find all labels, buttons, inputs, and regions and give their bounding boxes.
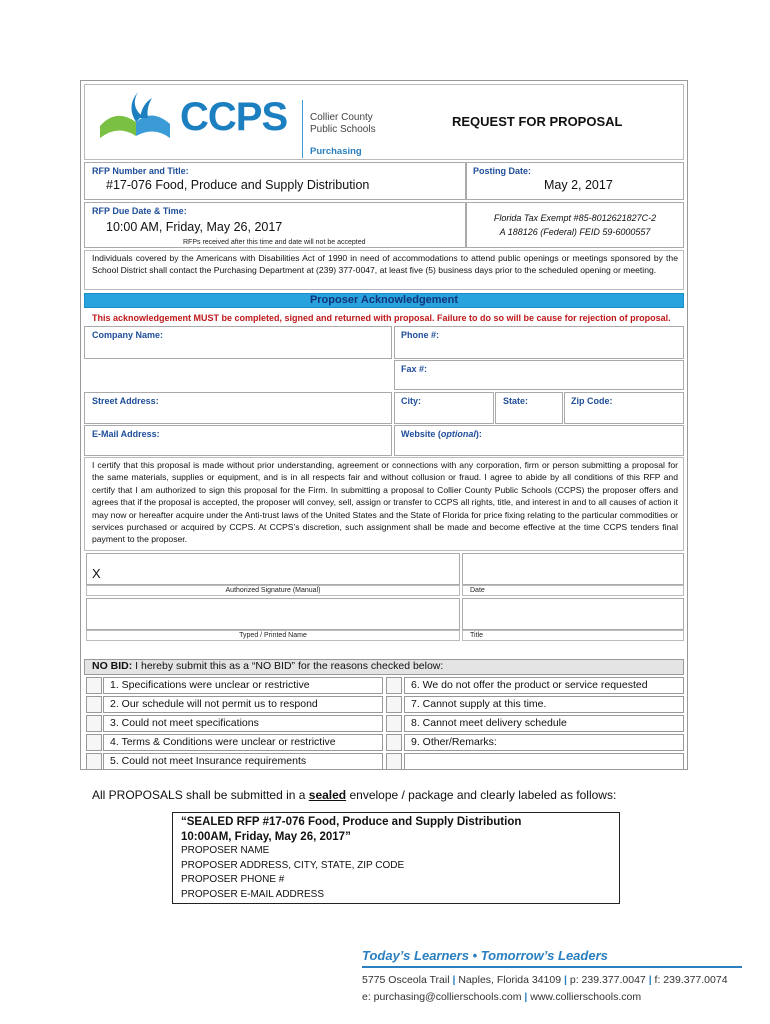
ccps-logo-icon [96,88,178,144]
nobid-reason-9: 9. Other/Remarks: [404,734,684,751]
submission-text-post: envelope / package and clearly labeled as follows: [346,788,617,802]
company-name-label: Company Name: [92,330,164,340]
ccps-logo-text: CCPS [180,95,288,139]
nobid-reason-6: 6. We do not offer the product or service requested [404,677,684,694]
nobid-checkbox-1[interactable] [86,677,102,694]
nobid-reason-2: 2. Our schedule will not permit us to respond [103,696,383,713]
rfp-number-value: #17-076 Food, Produce and Supply Distribution [106,178,370,192]
sealed-label-box [172,812,620,904]
zip-code-label: Zip Code: [571,396,613,406]
city-label: City: [401,396,421,406]
nobid-remarks-spacer [386,753,402,770]
nobid-reason-3: 3. Could not meet specifications [103,715,383,732]
ada-notice: Individuals covered by the Americans with Disabilities Act of 1990 in need of accommodations to attend public openings or meetings sponsored by the School District shall contact the Purchasing Department at (239) 377-0047, at least five (5) business days prior to the scheduled opening or meeting. [92,253,678,276]
tax-exempt-line: Florida Tax Exempt #85-8012621827C-2 [493,213,657,223]
nobid-checkbox-9[interactable] [386,734,402,751]
footer-rule [362,966,742,968]
street-address-label: Street Address: [92,396,159,406]
title-caption: Title [470,632,483,639]
phone-label: Phone #: [401,330,440,340]
due-date-note: RFPs received after this time and date will not be accepted [183,239,366,246]
signature-field[interactable] [86,553,460,585]
nobid-heading-bold: NO BID: [92,660,133,672]
signature-caption: Authorized Signature (Manual) [225,587,321,594]
title-field[interactable] [462,598,684,630]
fax-label: Fax #: [401,364,428,374]
nobid-checkbox-5[interactable] [86,753,102,770]
footer-city: Naples, Florida 34109 [458,974,562,986]
posting-date-label: Posting Date: [473,166,532,176]
sealed-label-line6: PROPOSER E-MAIL ADDRESS [181,888,324,900]
ack-warning: This acknowledgement MUST be completed, signed and returned with proposal. Failure to do so will be cause for rejection of proposal. [92,313,671,323]
page-title: REQUEST FOR PROPOSAL [452,114,623,129]
footer-tagline: Today’s Learners • Tomorrow’s Leaders [362,948,608,963]
dept-name: Purchasing [310,146,362,157]
org-name-line1: Collier County [310,112,373,123]
sealed-label-line4: PROPOSER ADDRESS, CITY, STATE, ZIP CODE [181,859,405,871]
due-date-label: RFP Due Date & Time: [92,206,187,216]
posting-date-value: May 2, 2017 [544,178,613,192]
date-caption-box [462,585,684,596]
website-label: Website (optional): [401,429,482,439]
sealed-label-line5: PROPOSER PHONE # [181,874,285,885]
org-name-line2: Public Schools [310,124,376,135]
signature-date-field[interactable] [462,553,684,585]
footer-address-line: 5775 Osceola Trail | Naples, Florida 34109 | p: 239.377.0047 | f: 239.377.0074 [362,974,728,986]
state-label: State: [503,396,529,406]
certification-text: I certify that this proposal is made without prior understanding, agreement or connections with any corporation, firm or person submitting a proposal for the same materials, supplies or equipment, and is in all respects fair and without collusion or fraud. I agree to abide by all conditions of this RFP and certify that I am authorized to sign this proposal for the Firm. In submitting a proposal to Collier County Public Schools (CCPS) the proposer offers and agrees that if the proposal is accepted, the proposer will convey, sell, assign or transfer to CCPS all rights, title, and interest in and to all causes of action it may now or hereafter acquire under the Anti-trust laws of the United States and the State of Florida for price fixing relating to the particular commodities or services purchased or acquired by CCPS. At CCPS’s discretion, such assignment shall be made and become effective at the time CCPS tenders final payment to the proposer. [92,460,678,545]
footer-fax: f: 239.377.0074 [654,974,728,986]
nobid-reason-5: 5. Could not meet Insurance requirements [103,753,383,770]
footer-email-link[interactable]: e: purchasing@collierschools.com [362,991,522,1003]
nobid-reason-4: 4. Terms & Conditions were unclear or restrictive [103,734,383,751]
nobid-heading [92,660,443,672]
submission-text-pre: All PROPOSALS shall be submitted in a [92,788,309,802]
nobid-checkbox-4[interactable] [86,734,102,751]
nobid-checkbox-6[interactable] [386,677,402,694]
title-caption-box [462,630,684,641]
due-date-value: 10:00 AM, Friday, May 26, 2017 [106,220,283,234]
nobid-checkbox-2[interactable] [86,696,102,713]
nobid-heading-text: I hereby submit this as a “NO BID” for the reasons checked below: [132,660,444,672]
nobid-reason-8: 8. Cannot meet delivery schedule [404,715,684,732]
feid-line: A 188126 (Federal) FEID 59-6000557 [499,227,651,237]
footer-phone: p: 239.377.0047 [569,974,646,986]
nobid-checkbox-3[interactable] [86,715,102,732]
tax-box [466,202,684,248]
submission-instruction [92,788,616,802]
footer-contact-line: e: purchasing@collierschools.com | www.collierschools.com [362,991,642,1003]
logo-divider [302,100,303,158]
nobid-reason-1: 1. Specifications were unclear or restrictive [103,677,383,694]
fax-field[interactable] [394,360,684,390]
signature-x-mark: X [92,566,101,581]
nobid-remarks-field[interactable] [404,753,684,770]
sealed-label-line1: “SEALED RFP #17-076 Food, Produce and Supply Distribution [181,816,522,828]
footer-web-link[interactable]: www.collierschools.com [530,991,642,1003]
website-label-text: Website [401,429,436,439]
ack-title-bar: Proposer Acknowledgement [84,293,684,308]
nobid-reason-7: 7. Cannot supply at this time. [404,696,684,713]
nobid-checkbox-8[interactable] [386,715,402,732]
sealed-label-line3: PROPOSER NAME [181,845,270,856]
printed-name-field[interactable] [86,598,460,630]
website-optional-text: optional [440,429,476,439]
sealed-label-line2: 10:00AM, Friday, May 26, 2017” [181,830,351,843]
date-caption: Date [470,587,485,594]
nobid-checkbox-7[interactable] [386,696,402,713]
footer-street: 5775 Osceola Trail [362,974,450,986]
submission-sealed-text: sealed [308,788,347,802]
email-label: E-Mail Address: [92,429,160,439]
rfp-number-label: RFP Number and Title: [92,166,189,176]
printed-name-caption: Typed / Printed Name [239,632,307,639]
